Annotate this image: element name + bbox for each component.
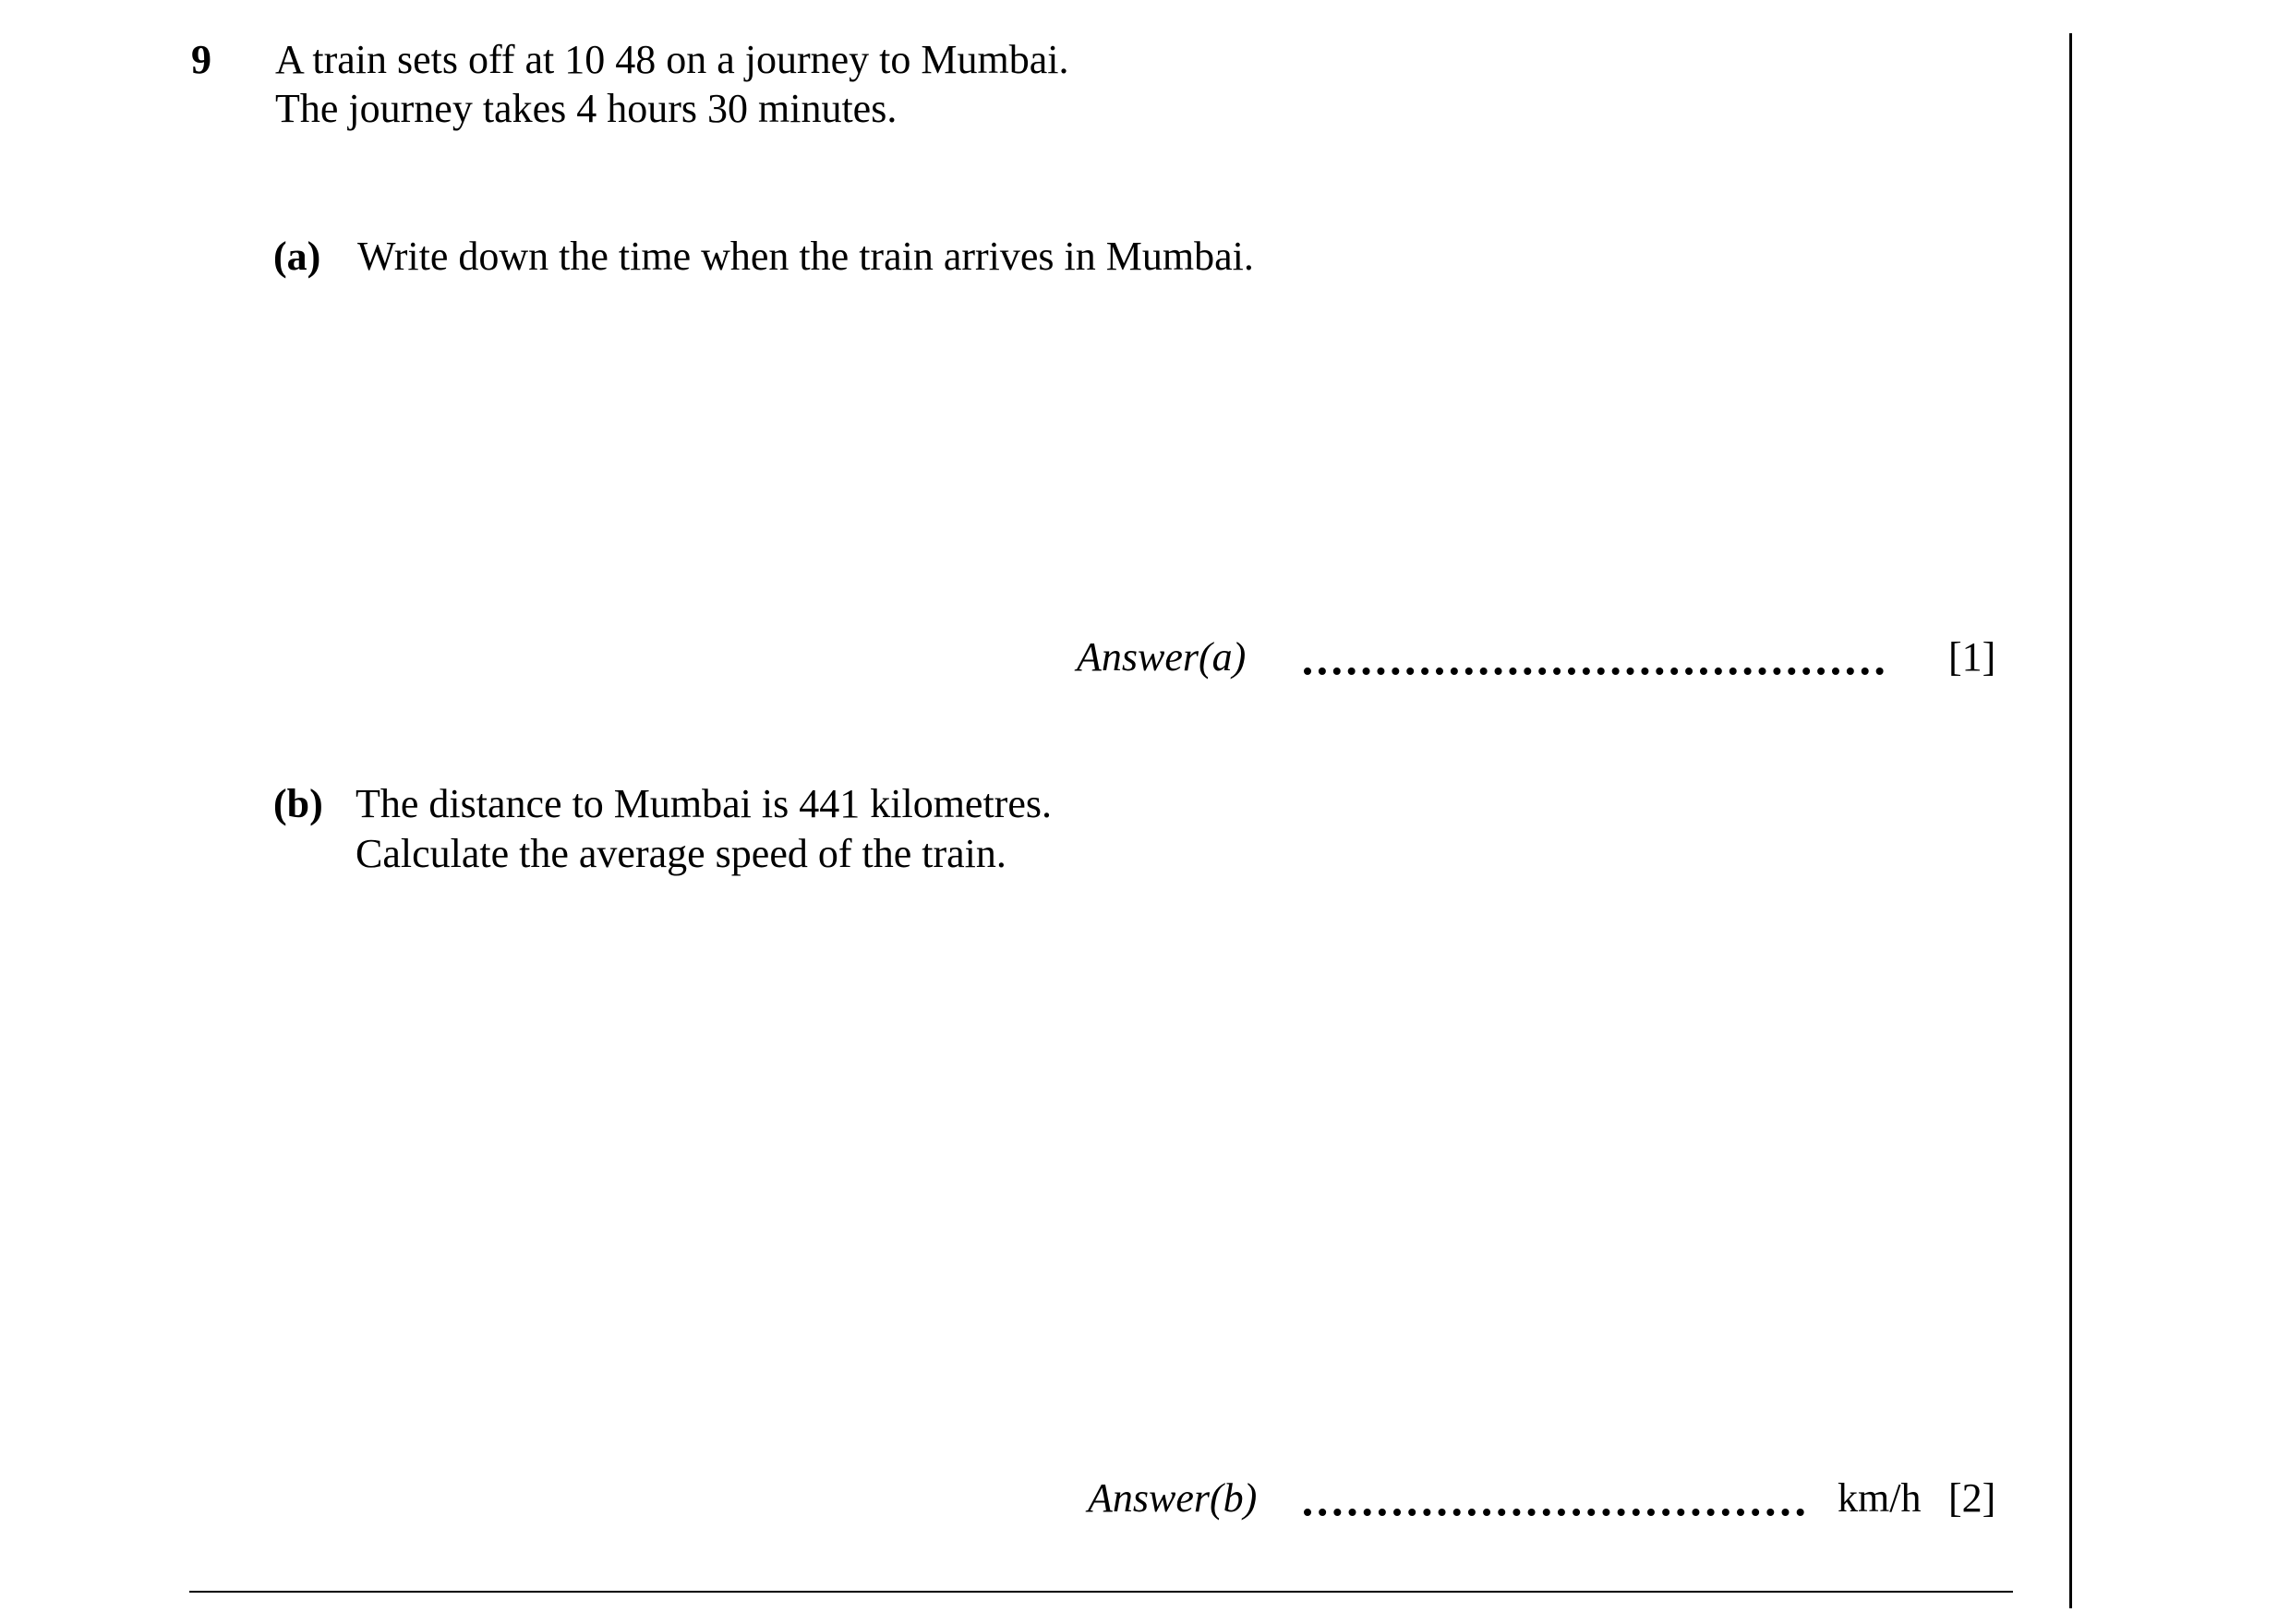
answer-b-label: Answer(b) bbox=[1088, 1475, 1258, 1521]
part-b-label: (b) bbox=[273, 781, 323, 826]
question-number: 9 bbox=[191, 37, 211, 82]
answer-b-marks: [2] bbox=[1948, 1475, 1996, 1521]
part-b-text-line-1: The distance to Mumbai is 441 kilometres. bbox=[356, 781, 1052, 826]
question-end-rule bbox=[189, 1591, 2013, 1593]
answer-a-marks: [1] bbox=[1948, 634, 1996, 680]
part-b-text-line-2: Calculate the average speed of the train. bbox=[356, 831, 1006, 876]
right-margin-line bbox=[2069, 33, 2072, 1608]
question-stem-line-1: A train sets off at 10 48 on a journey to Mumbai. bbox=[275, 37, 1069, 82]
part-a-question-text: Write down the time when the train arrives in Mumbai. bbox=[357, 234, 1254, 279]
answer-a-dotted-line[interactable] bbox=[1304, 668, 1884, 675]
answer-b-dotted-line[interactable] bbox=[1304, 1509, 1804, 1516]
question-stem-line-2: The journey takes 4 hours 30 minutes. bbox=[275, 86, 898, 131]
answer-b-unit: km/h bbox=[1838, 1475, 1922, 1521]
part-a-label: (a) bbox=[273, 234, 321, 279]
answer-a-label: Answer(a) bbox=[1077, 634, 1247, 680]
